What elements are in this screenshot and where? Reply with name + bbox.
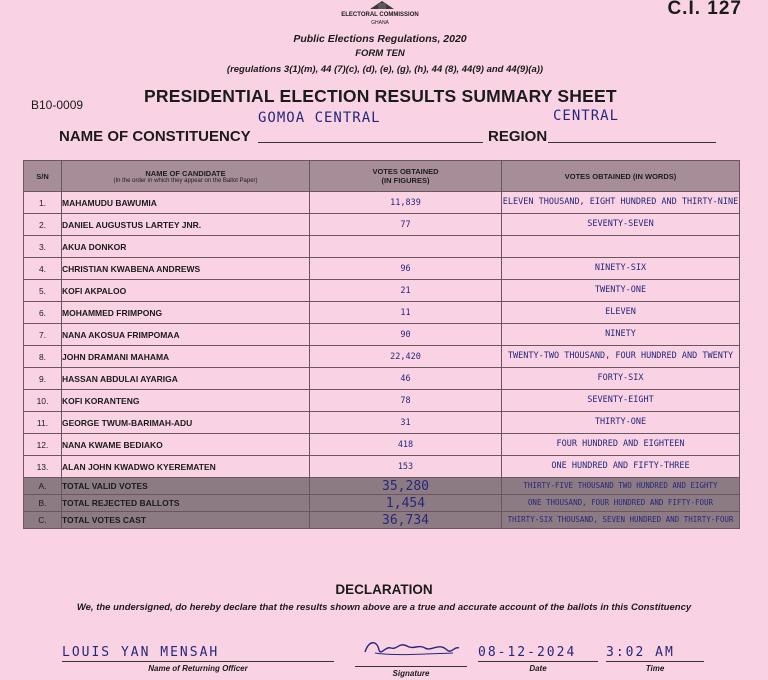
total-words: THIRTY-SIX THOUSAND, SEVEN HUNDRED AND THIRTY-FOUR [502,512,740,529]
votes-words: THIRTY-ONE [502,412,740,434]
candidate-name: DANIEL AUGUSTUS LARTEY JNR. [62,214,310,236]
total-figures: 35,280 [310,478,502,495]
votes-figures [310,236,502,258]
candidate-name: JOHN DRAMANI MAHAMA [62,346,310,368]
date-field [478,645,598,673]
coat-of-arms-icon [352,0,412,10]
table-row: 11. GEORGE TWUM-BARIMAH-ADU 31 THIRTY-ONE [24,412,740,434]
table-row: 8. JOHN DRAMANI MAHAMA 22,420 TWENTY-TWO THOUSAND, FOUR HUNDRED AND TWENTY [24,346,740,368]
constituency-value: GOMOA CENTRAL [258,110,381,126]
time-caption: Time [645,664,665,673]
total-cast-row: C. TOTAL VOTES CAST 36,734 THIRTY-SIX THOUSAND, SEVEN HUNDRED AND THIRTY-FOUR [24,512,740,529]
total-label: TOTAL VALID VOTES [62,478,310,495]
candidate-name: KOFI AKPALOO [62,280,310,302]
votes-figures: 31 [310,412,502,434]
votes-words: ELEVEN [502,302,740,324]
total-figures: 36,734 [310,512,502,529]
votes-figures: 22,420 [310,346,502,368]
results-table [23,160,740,529]
table-row: 6. MOHAMMED FRIMPONG 11 ELEVEN [24,302,740,324]
time-field [606,645,704,673]
table-row: 7. NANA AKOSUA FRIMPOMAA 90 NINETY [24,324,740,346]
candidate-name: KOFI KORANTENG [62,390,310,412]
votes-words: NINETY-SIX [502,258,740,280]
candidate-name: HASSAN ABDULAI AYARIGA [62,368,310,390]
votes-figures: 11 [310,302,502,324]
regulations-title: Public Elections Regulations, 2020 [293,33,467,45]
officer-name-caption: Name of Returning Officer [148,664,248,673]
table-row: 4. CHRISTIAN KWABENA ANDREWS 96 NINETY-SIX [24,258,740,280]
total-words: THIRTY-FIVE THOUSAND TWO HUNDRED AND EIGHTY [502,478,740,495]
candidate-name: GEORGE TWUM-BARIMAH-ADU [62,412,310,434]
header-words: VOTES OBTAINED (IN WORDS) [502,161,740,192]
candidate-name: MOHAMMED FRIMPONG [62,302,310,324]
votes-words: TWENTY-ONE [502,280,740,302]
officer-name-field [62,645,334,673]
votes-words: NINETY [502,324,740,346]
total-label: TOTAL VOTES CAST [62,512,310,529]
candidate-name: NANA KWAME BEDIAKO [62,434,310,456]
votes-figures: 21 [310,280,502,302]
header-figures: VOTES OBTAINED (IN FIGURES) [310,161,502,192]
declaration-title: DECLARATION [335,582,433,597]
total-valid-row: A. TOTAL VALID VOTES 35,280 THIRTY-FIVE THOUSAND TWO HUNDRED AND EIGHTY [24,478,740,495]
total-rejected-row: B. TOTAL REJECTED BALLOTS 1,454 ONE THOUSAND, FOUR HUNDRED AND FIFTY-FOUR [24,495,740,512]
table-row: 1. MAHAMUDU BAWUMIA 11,839 ELEVEN THOUSAND, EIGHT HUNDRED AND THIRTY-NINE [24,192,740,214]
candidate-name: CHRISTIAN KWABENA ANDREWS [62,258,310,280]
votes-figures: 96 [310,258,502,280]
votes-figures: 46 [310,368,502,390]
regulation-references: (regulations 3(1)(m), 44 (7)(c), (d), (e), (g), (h), 44 (8), 44(9) and 44(9)(a)) [226,64,544,75]
total-label: TOTAL REJECTED BALLOTS [62,495,310,512]
table-header-row [24,161,740,192]
votes-figures: 77 [310,214,502,236]
votes-figures: 418 [310,434,502,456]
constituency-label: NAME OF CONSTITUENCY [59,128,251,145]
commission-country: GHANA [371,20,389,26]
table-row: 9. HASSAN ABDULAI AYARIGA 46 FORTY-SIX [24,368,740,390]
form-code: C.I. 127 [667,0,742,19]
declaration-text: We, the undersigned, do hereby declare that the results shown above are a true and accurate account of the ballots in this Constituency [76,602,692,613]
header-candidate: NAME OF CANDIDATE (In the order in which they appear on the Ballot Paper) [62,161,310,192]
header-sn: S/N [24,161,62,192]
signature-caption: Signature [392,669,430,678]
form-name: FORM TEN [355,48,405,59]
votes-words: TWENTY-TWO THOUSAND, FOUR HUNDRED AND TWENTY [502,346,740,368]
serial-number: B10-0009 [31,98,84,112]
votes-words: SEVENTY-EIGHT [502,390,740,412]
votes-figures: 90 [310,324,502,346]
candidate-name: AKUA DONKOR [62,236,310,258]
votes-figures: 11,839 [310,192,502,214]
commission-name: ELECTORAL COMMISSION [341,12,419,18]
table-row: 5. KOFI AKPALOO 21 TWENTY-ONE [24,280,740,302]
candidate-name: ALAN JOHN KWADWO KYEREMATEN [62,456,310,478]
votes-words: ONE HUNDRED AND FIFTY-THREE [502,456,740,478]
votes-figures: 153 [310,456,502,478]
region-label: REGION [488,128,548,145]
date-caption: Date [529,664,547,673]
votes-words [502,236,740,258]
table-row: 13. ALAN JOHN KWADWO KYEREMATEN 153 ONE HUNDRED AND FIFTY-THREE [24,456,740,478]
table-row: 12. NANA KWAME BEDIAKO 418 FOUR HUNDRED AND EIGHTEEN [24,434,740,456]
table-row: 2. DANIEL AUGUSTUS LARTEY JNR. 77 SEVENTY-SEVEN [24,214,740,236]
table-row: 3. AKUA DONKOR [24,236,740,258]
date-value: 08-12-2024 [478,645,577,660]
total-figures: 1,454 [310,495,502,512]
votes-figures: 78 [310,390,502,412]
candidate-name: MAHAMUDU BAWUMIA [62,192,310,214]
votes-words: FOUR HUNDRED AND EIGHTEEN [502,434,740,456]
handwritten-signature-icon [355,636,467,660]
votes-words: SEVENTY-SEVEN [502,214,740,236]
signature-field [355,636,467,678]
region-value: CENTRAL [553,108,620,124]
candidate-name: NANA AKOSUA FRIMPOMAA [62,324,310,346]
region-underline [548,142,716,143]
votes-words: FORTY-SIX [502,368,740,390]
constituency-underline [258,142,483,143]
votes-words: ELEVEN THOUSAND, EIGHT HUNDRED AND THIRTY-NINE [502,192,740,214]
officer-name: LOUIS YAN MENSAH [62,645,220,660]
total-words: ONE THOUSAND, FOUR HUNDRED AND FIFTY-FOUR [502,495,740,512]
table-row: 10. KOFI KORANTENG 78 SEVENTY-EIGHT [24,390,740,412]
time-value: 3:02 AM [606,645,675,660]
page-title: PRESIDENTIAL ELECTION RESULTS SUMMARY SHEET [144,86,617,106]
